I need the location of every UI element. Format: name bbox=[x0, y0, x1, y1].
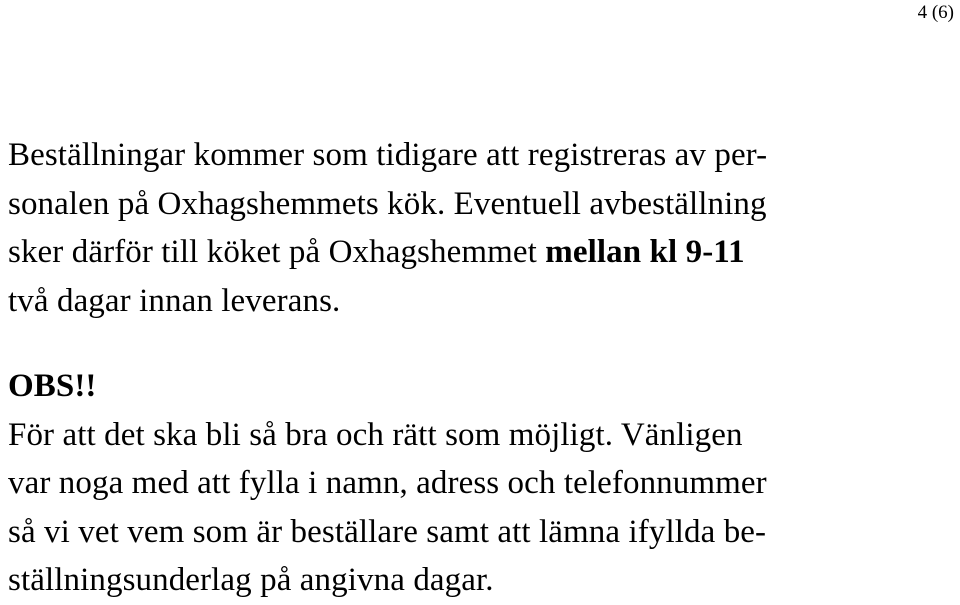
paragraph-line: var noga med att fylla i namn, adress och telefonnummer bbox=[8, 465, 767, 502]
line-text: sker därför till köket på Oxhagshemmet bbox=[8, 234, 546, 271]
paragraph-line: två dagar innan leverans. bbox=[8, 282, 341, 319]
page-number: 4 (6) bbox=[917, 2, 954, 23]
obs-heading: OBS!! bbox=[8, 368, 97, 404]
paragraph-line bbox=[8, 228, 948, 277]
paragraph-line: så vi vet vem som är beställare samt att lämna ifyllda be- bbox=[8, 513, 767, 550]
obs-section bbox=[8, 362, 948, 605]
paragraph-ordering-info bbox=[8, 131, 948, 325]
paragraph-line: För att det ska bli så bra och rätt som möjligt. Vänligen bbox=[8, 416, 743, 453]
paragraph-line: Beställningar kommer som tidigare att registreras av per- bbox=[8, 137, 768, 173]
paragraph-line: ställningsunderlag på angivna dagar. bbox=[8, 562, 494, 599]
time-window-emphasis: mellan kl 9-11 bbox=[545, 234, 745, 271]
paragraph-line: sonalen på Oxhagshemmets kök. Eventuell avbeställning bbox=[8, 185, 767, 222]
